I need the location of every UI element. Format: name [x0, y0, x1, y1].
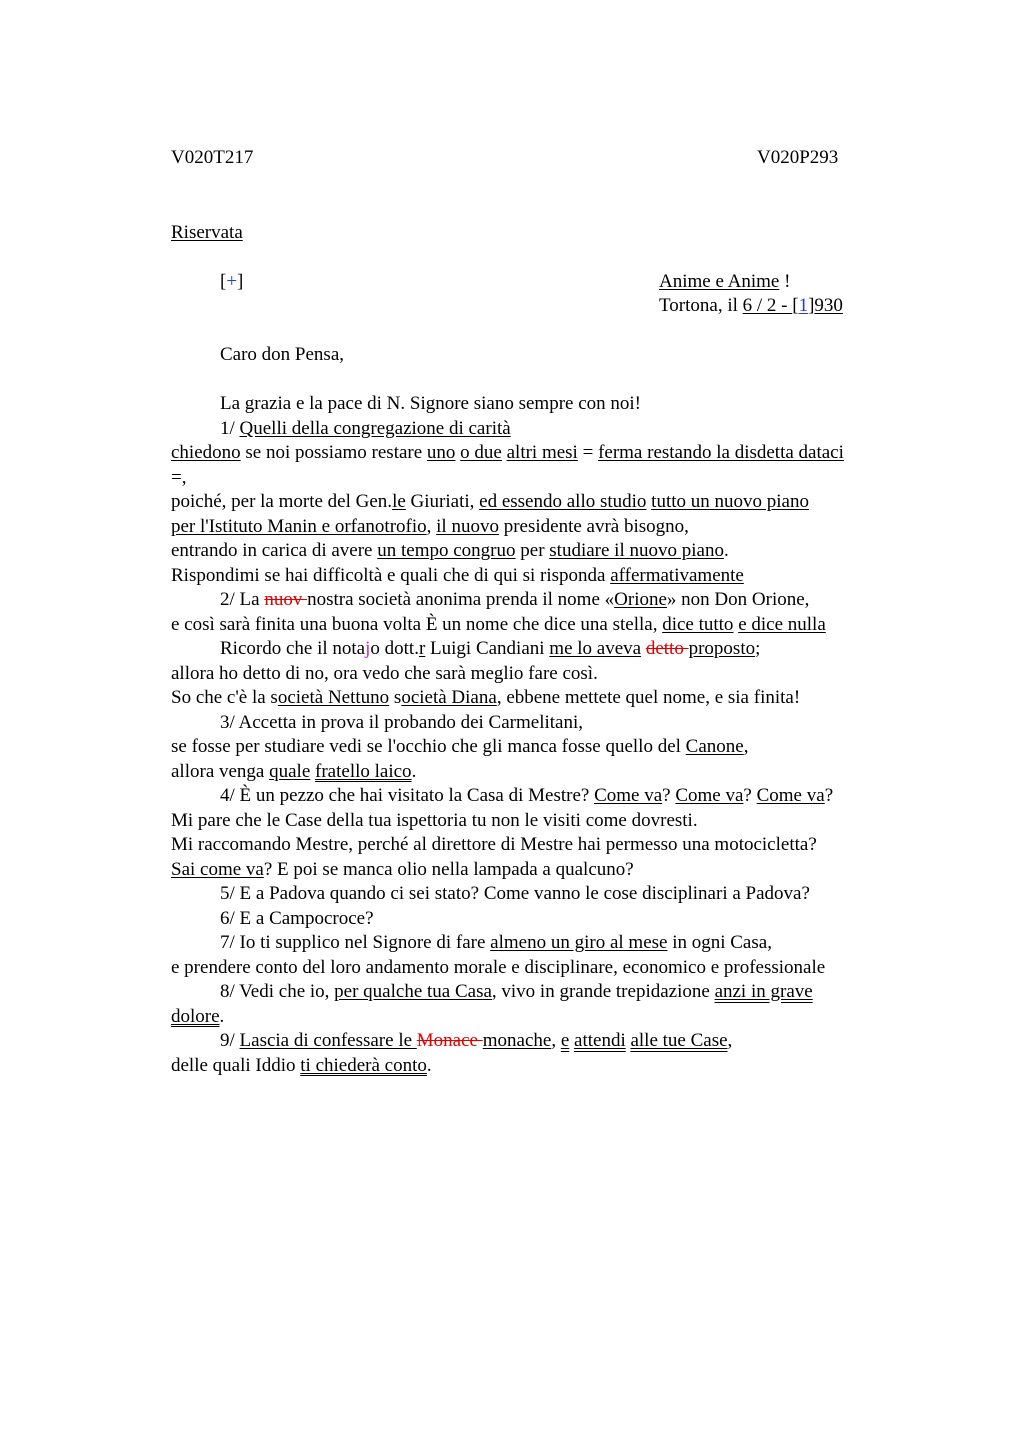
deleted-text: nuov	[264, 589, 308, 610]
body-line: 3/ Accetta in prova il probando dei Carmelitani,	[220, 711, 584, 733]
body-line: e così sarà finita una buona volta È un nome che dice una stella, dice tutto e dice nulla	[171, 613, 826, 635]
deleted-text: Monace	[416, 1030, 483, 1051]
deleted-text: detto	[645, 638, 689, 659]
body-line: delle quali Iddio ti chiederà conto.	[171, 1054, 432, 1076]
body-line: 1/ Quelli della congregazione di carità	[220, 417, 511, 439]
body-line: 7/ Io ti supplico nel Signore di fare almeno un giro al mese in ogni Casa,	[220, 932, 772, 953]
body-line: 9/ Lascia di confessare le Monace monache, e attendi alle tue Case,	[220, 1030, 733, 1051]
motto: Anime e Anime !	[659, 271, 791, 292]
dateline: Tortona, il 6 / 2 - [1]930	[659, 295, 843, 316]
body-line: poiché, per la morte del Gen.le Giuriati, ed essendo allo studio tutto un nuovo piano	[171, 491, 809, 512]
body-line: 2/ La nuov nostra società anonima prenda il nome «Orione» non Don Orione,	[220, 589, 810, 610]
plus-sign: +	[226, 271, 238, 292]
body-line: 6/ E a Campocroce?	[220, 907, 374, 929]
body-line: 5/ E a Padova quando ci sei stato? Come vanno le cose disciplinari a Padova?	[220, 883, 810, 904]
body-line: Sai come va? E poi se manca olio nella lampada a qualcuno?	[171, 858, 634, 880]
body-line: So che c'è la società Nettuno società Diana, ebbene mettete quel nome, e sia finita!	[171, 687, 801, 708]
riservata-label: Riservata	[171, 222, 243, 243]
salutation: Caro don Pensa,	[220, 344, 345, 365]
body-line: se fosse per studiare vedi se l'occhio che gli manca fosse quello del Canone,	[171, 736, 749, 757]
body-line: 4/ È un pezzo che hai visitato la Casa di Mestre? Come va? Come va? Come va?	[220, 785, 834, 806]
left-code: V020T217	[171, 147, 254, 168]
editorial-plus-mark: [+]	[220, 271, 244, 292]
correction-letter: j	[365, 638, 371, 659]
body-line: chiedono se noi possiamo restare uno o due altri mesi = ferma restando la disdetta dataci	[171, 442, 844, 463]
letter-body	[171, 392, 911, 1078]
letter-page	[171, 0, 911, 1450]
body-line: allora venga quale fratello laico.	[171, 760, 417, 782]
body-line: e prendere conto del loro andamento morale e disciplinare, economico e professionale	[171, 956, 826, 978]
body-line: 8/ Vedi che io, per qualche tua Casa, vivo in grande trepidazione anzi in grave	[220, 981, 813, 1002]
body-line: La grazia e la pace di N. Signore siano sempre con noi!	[220, 393, 642, 414]
body-line: Ricordo che il notajo dott.r Luigi Candiani me lo aveva detto proposto;	[220, 638, 761, 659]
body-line: allora ho detto di no, ora vedo che sarà meglio fare così.	[171, 662, 598, 684]
body-line: Rispondimi se hai difficoltà e quali che di qui si risponda affermativamente	[171, 564, 744, 586]
body-line: Mi raccomando Mestre, perché al direttore di Mestre hai permesso una motocicletta?	[171, 834, 817, 855]
body-line: Mi pare che le Case della tua ispettoria tu non le visiti come dovresti.	[171, 809, 698, 831]
body-line: entrando in carica di avere un tempo congruo per studiare il nuovo piano.	[171, 540, 729, 561]
body-line: dolore.	[171, 1005, 225, 1027]
body-line: per l'Istituto Manin e orfanotrofio, il nuovo presidente avrà bisogno,	[171, 515, 689, 537]
right-code: V020P293	[757, 147, 839, 168]
body-line: =,	[171, 466, 187, 488]
